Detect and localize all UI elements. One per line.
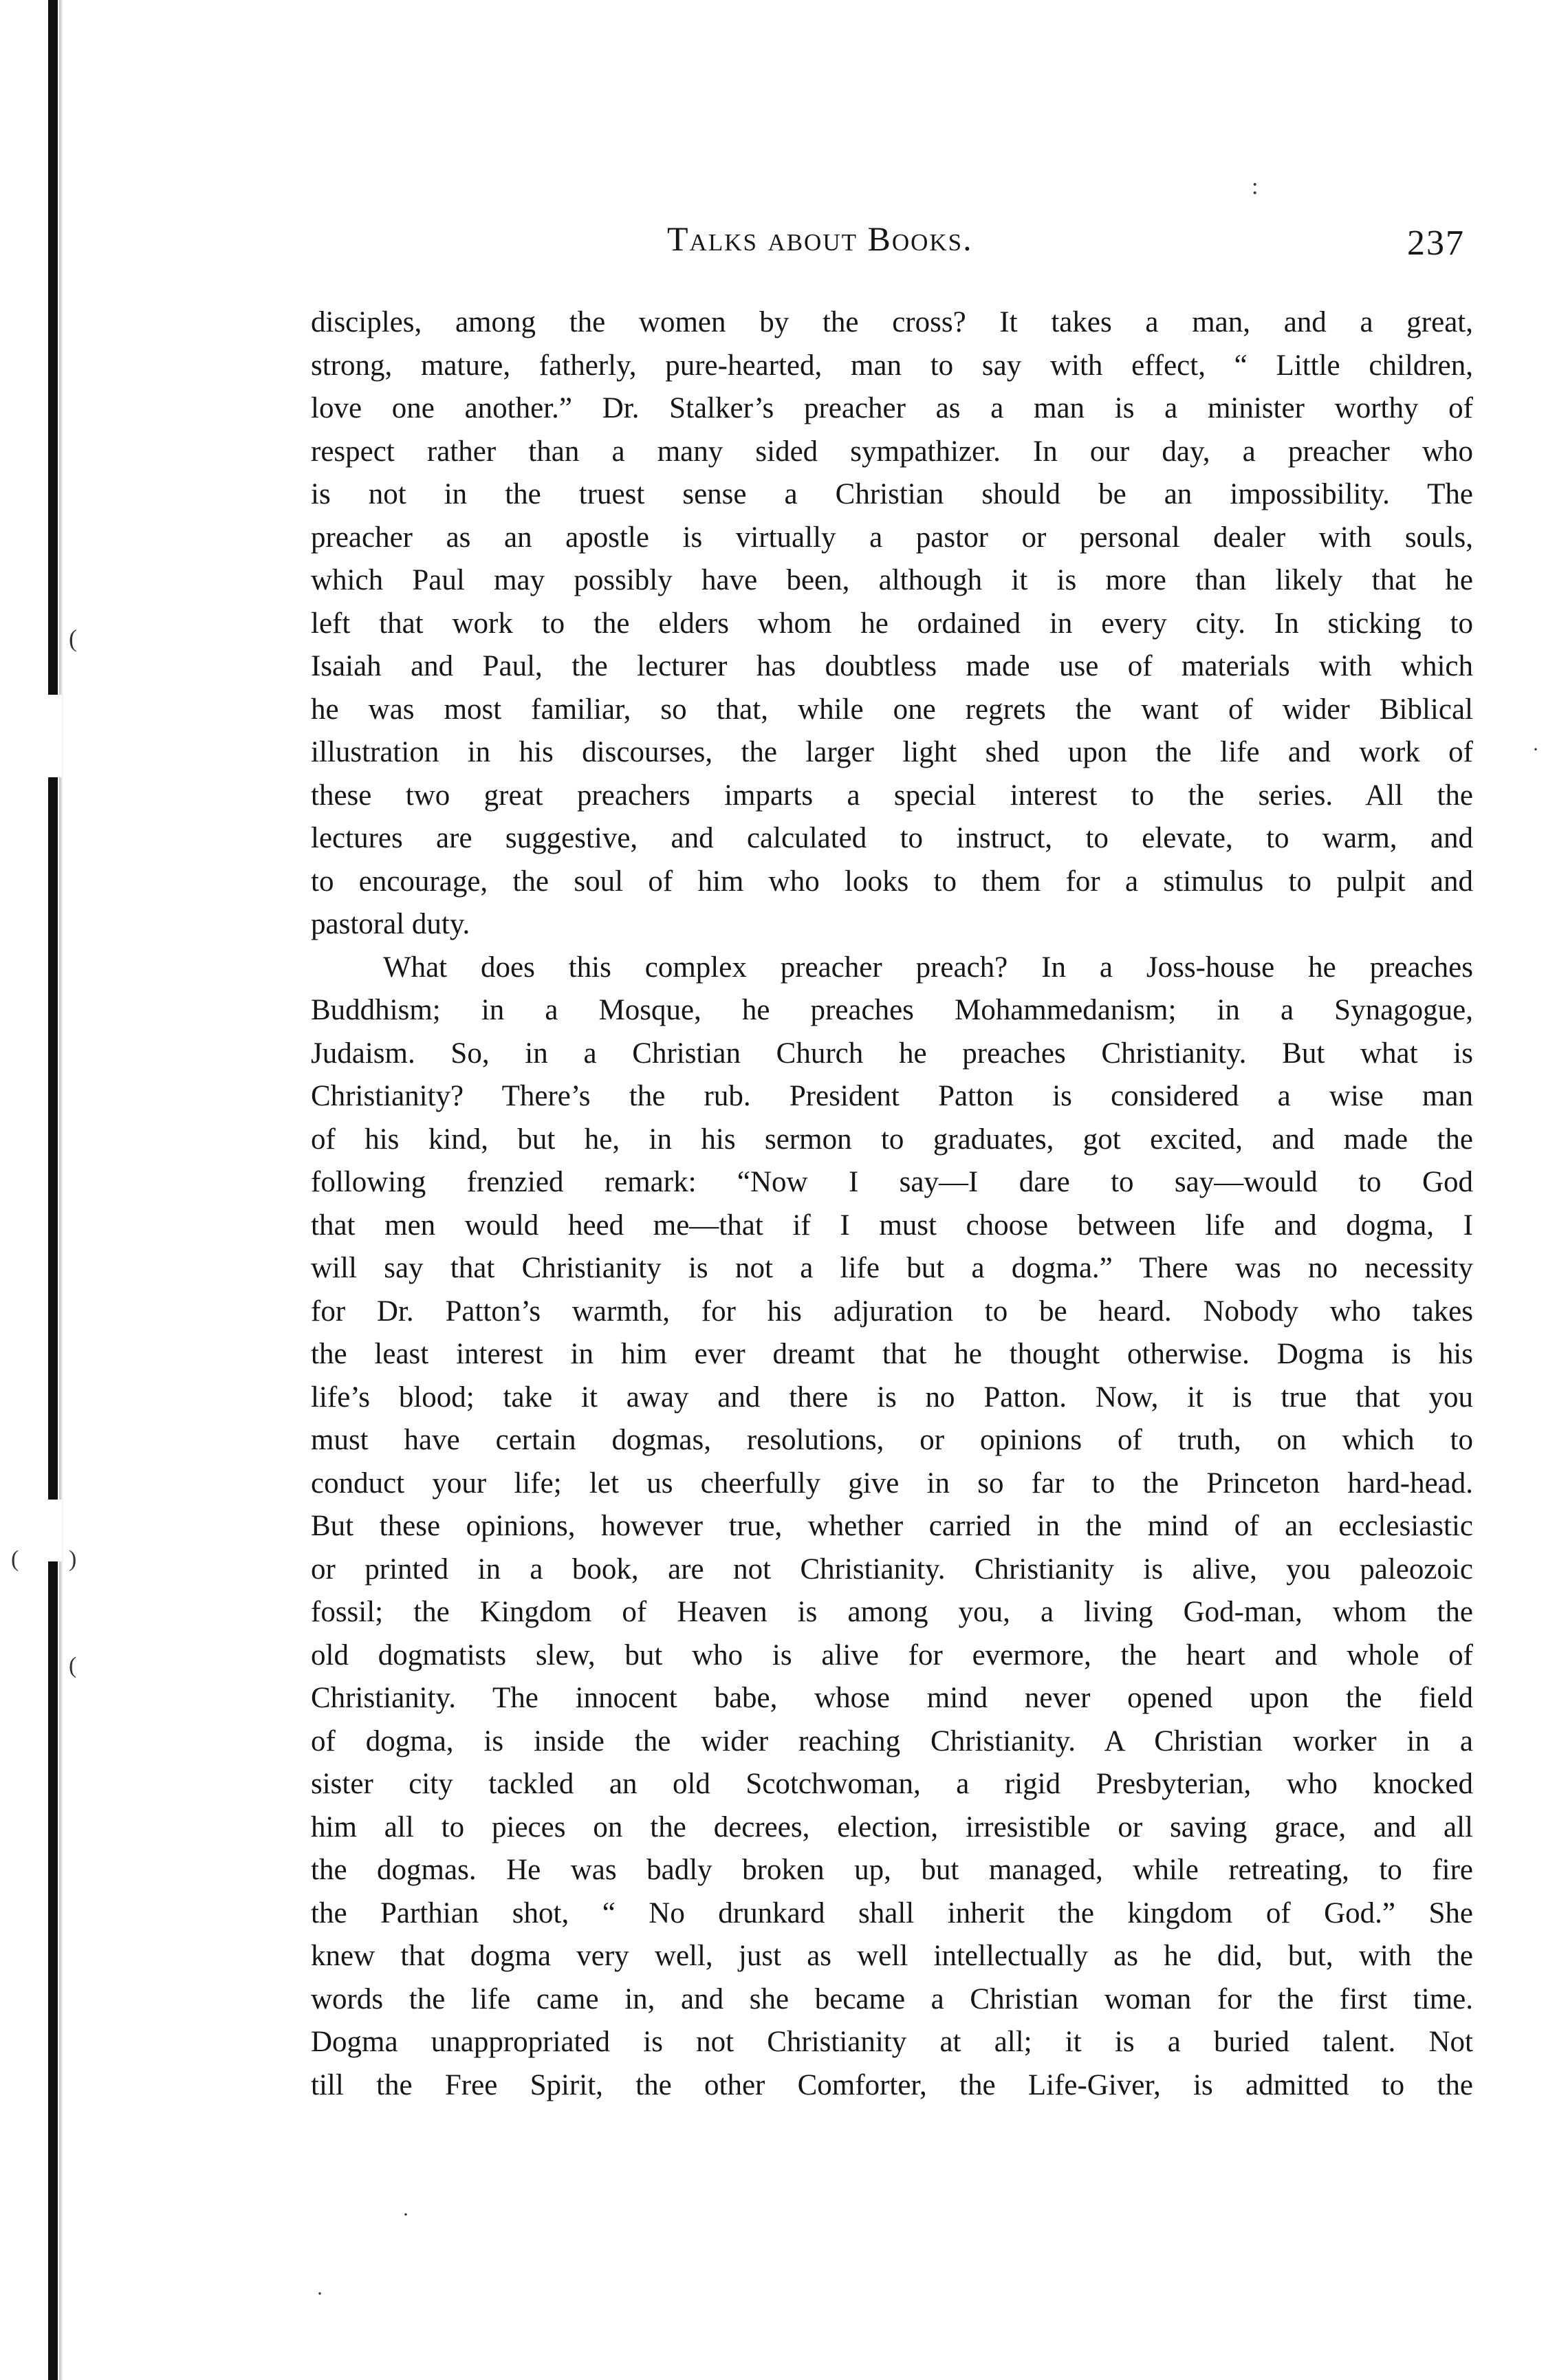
scan-speck: ( (11, 1546, 19, 1572)
text-line: for Dr. Patton’s warmth, for his adjuration to be heard. Nobody who takes (311, 1295, 1473, 1328)
text-line: love one another.” Dr. Stalker’s preacher as a man is a minister worthy of (311, 392, 1473, 424)
text-line: preacher as an apostle is virtually a pastor or personal dealer with souls, (311, 521, 1473, 554)
text-line: Dogma unappropriated is not Christianity at all; it is a buried talent. Not (311, 2026, 1473, 2058)
body-text (311, 301, 1473, 2107)
scan-speck: ( (69, 625, 77, 652)
scan-speck: · (1532, 738, 1539, 761)
binding-gap (45, 1500, 62, 1561)
scan-speck: ) (69, 1546, 77, 1572)
text-line: the dogmas. He was badly broken up, but managed, while retreating, to fire (311, 1854, 1473, 1886)
text-line: Isaiah and Paul, the lecturer has doubtless made use of materials with which (311, 650, 1473, 682)
text-line: following frenzied remark: “Now I say—I dare to say—would to God (311, 1166, 1473, 1198)
text-line: of his kind, but he, in his sermon to graduates, got excited, and made the (311, 1123, 1473, 1156)
text-line: conduct your life; let us cheerfully give in so far to the Princeton hard-head. (311, 1467, 1473, 1500)
text-line: left that work to the elders whom he ordained in every city. In sticking to (311, 607, 1473, 640)
text-line: old dogmatists slew, but who is alive for evermore, the heart and whole of (311, 1638, 1473, 1672)
text-line: must have certain dogmas, resolutions, or opinions of truth, on which to (311, 1424, 1473, 1456)
text-line: strong, mature, fatherly, pure-hearted, man to say with effect, “ Little children, (311, 349, 1473, 382)
text-line: fossil; the Kingdom of Heaven is among you, a living God-man, whom the (311, 1596, 1473, 1628)
page-binding-edge (48, 0, 58, 2380)
text-line: that men would heed me—that if I must choose between life and dogma, I (311, 1209, 1473, 1242)
running-title: Talks about Books. (667, 219, 973, 258)
text-line: to encourage, the soul of him who looks to them for a stimulus to pulpit and (311, 865, 1473, 898)
scan-speck: · (316, 2282, 323, 2305)
text-line: words the life came in, and she became a Christian woman for the first time. (311, 1982, 1473, 2015)
page-number: 237 (1407, 224, 1465, 263)
scan-speck: ( (69, 1653, 77, 1678)
text-line: will say that Christianity is not a life but a dogma.” There was no necessity (311, 1252, 1473, 1284)
text-line: or printed in a book, are not Christianity. Christianity is alive, you paleozoic (311, 1553, 1473, 1586)
text-line: the Parthian shot, “ No drunkard shall inherit the kingdom of God.” She (311, 1896, 1473, 1929)
running-head (309, 219, 1465, 274)
text-line: of dogma, is inside the wider reaching Christianity. A Christian worker in a (311, 1724, 1473, 1757)
text-line: till the Free Spirit, the other Comforter, the Life-Giver, is admitted to the (311, 2068, 1473, 2101)
scan-speck: · (402, 2203, 409, 2226)
text-line: respect rather than a many sided sympathizer. In our day, a preacher who (311, 435, 1473, 468)
text-line: sister city tackled an old Scotchwoman, a rigid Presbyterian, who knocked (311, 1768, 1473, 1800)
paragraph (311, 301, 1473, 946)
text-line: which Paul may possibly have been, although it is more than likely that he (311, 564, 1473, 596)
text-line: life’s blood; take it away and there is no Patton. Now, it is true that you (311, 1381, 1473, 1414)
text-line: Buddhism; in a Mosque, he preaches Mohammedanism; in a Synagogue, (311, 994, 1473, 1026)
text-line: is not in the truest sense a Christian should be an impossibility. The (311, 478, 1473, 510)
text-line: illustration in his discourses, the larger light shed upon the life and work of (311, 736, 1473, 768)
text-line: Christianity? There’s the rub. President Patton is considered a wise man (311, 1080, 1473, 1112)
text-line: Judaism. So, in a Christian Church he preaches Christianity. But what is (311, 1037, 1473, 1070)
text-line: What does this complex preacher preach? In a Joss-house he preaches (383, 951, 1473, 984)
text-line: him all to pieces on the decrees, election, irresistible or saving grace, and all (311, 1810, 1473, 1843)
scan-speck: : (1252, 174, 1259, 199)
text-line: these two great preachers imparts a special interest to the series. All the (311, 779, 1473, 812)
text-line: But these opinions, however true, whether carried in the mind of an ecclesiastic (311, 1510, 1473, 1542)
paragraph (311, 946, 1473, 2108)
text-line: lectures are suggestive, and calculated to instruct, to elevate, to warm, and (311, 822, 1473, 854)
text-line: he was most familiar, so that, while one regrets the want of wider Biblical (311, 693, 1473, 726)
text-line: disciples, among the women by the cross? It takes a man, and a great, (311, 306, 1473, 338)
text-line: Christianity. The innocent babe, whose mind never opened upon the field (311, 1682, 1473, 1714)
text-line: knew that dogma very well, just as well intellectually as he did, but, with the (311, 1940, 1473, 1972)
text-line: the least interest in him ever dreamt that he thought otherwise. Dogma is his (311, 1338, 1473, 1370)
binding-gap (45, 695, 62, 777)
text-line: pastoral duty. (311, 908, 470, 940)
page-binding-shadow (59, 0, 63, 2380)
